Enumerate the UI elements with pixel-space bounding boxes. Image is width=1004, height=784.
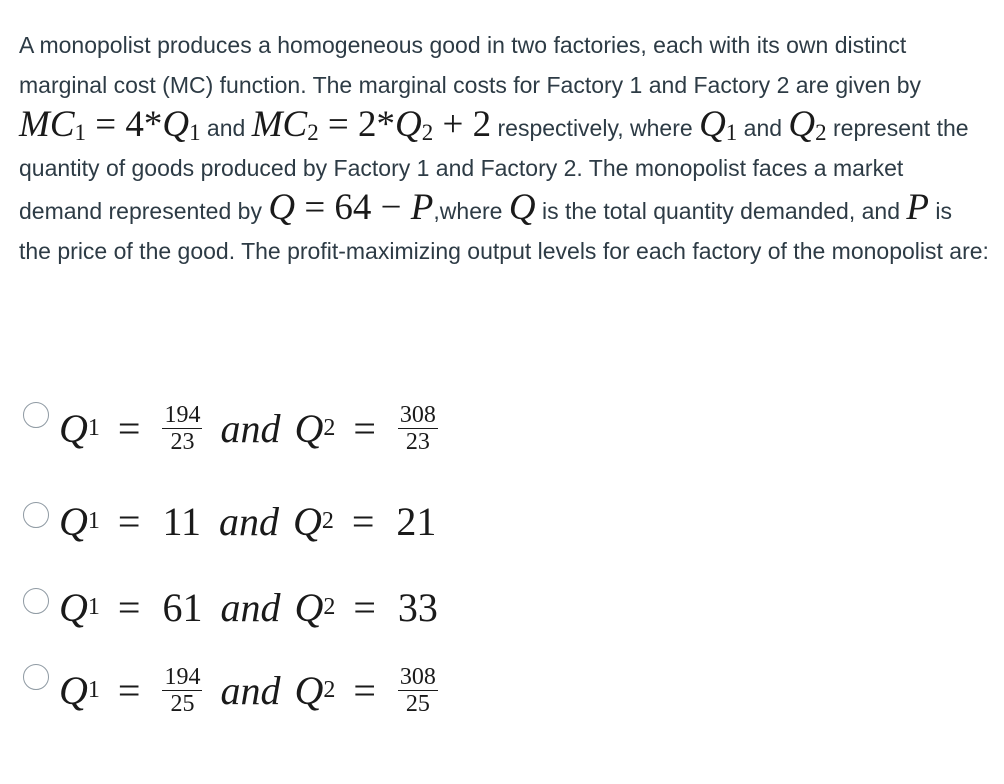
mc2-equation: $MC_2 = 2*Q_2 + 2$	[251, 104, 492, 146]
answer-option-2[interactable]	[23, 492, 983, 550]
demand-equation: Q = 64 − P	[268, 187, 434, 229]
option-4-math: Q 1 = $\frac{194}{25}$ and Q 2 = $\frac{308}{25}$	[59, 663, 436, 717]
radio-button[interactable]	[23, 588, 49, 614]
fraction: $\frac{194}{23}$	[164, 401, 201, 455]
fraction: $\frac{194}{25}$	[164, 663, 201, 717]
option-1-math: Q 1 = $\frac{194}{23}$ and Q 2 = $\frac{308}{23}$	[59, 401, 436, 455]
radio-button[interactable]	[23, 502, 49, 528]
radio-button[interactable]	[23, 402, 49, 428]
answer-option-1[interactable]	[23, 392, 983, 464]
radio-button[interactable]	[23, 664, 49, 690]
question-text-part: A monopolist produces a homogeneous good in two factories, each with its own distinct marginal cost (MC) function. The marginal costs for Factory 1 and Factory 2 are given by	[19, 32, 922, 98]
answer-option-4[interactable]	[23, 654, 983, 726]
answer-options	[23, 392, 983, 726]
answer-option-3[interactable]	[23, 578, 983, 636]
question-text-part: ,where	[433, 198, 509, 225]
q-symbol: Q	[508, 187, 536, 229]
question-text-part: is the price of the good. The profit-maximizing output levels for each factory of the monopolist are:	[19, 198, 989, 264]
q1-symbol: $Q_1$	[699, 104, 738, 146]
question-text-part: respectively, where	[491, 115, 700, 142]
question-text-part: represent the quantity of goods produced by Factory 1 and Factory 2. The monopolist faces a market demand represented by	[19, 115, 969, 225]
option-3-math: Q 1 = 61 and Q 2 = 33	[59, 584, 438, 630]
fraction: $\frac{308}{23}$	[399, 401, 436, 455]
option-2-math: Q 1 = 11 and Q 2 = 21	[59, 498, 437, 544]
question-text-part: is the total quantity demanded, and	[535, 198, 907, 225]
question-text-part: and	[737, 115, 789, 142]
q2-symbol: $Q_2$	[788, 104, 827, 146]
mc1-equation: $MC_1 = 4*Q_1$	[19, 104, 201, 146]
fraction: $\frac{308}{25}$	[399, 663, 436, 717]
question-text-part: and	[200, 115, 252, 142]
p-symbol: P	[906, 187, 929, 229]
question-text	[19, 26, 989, 272]
